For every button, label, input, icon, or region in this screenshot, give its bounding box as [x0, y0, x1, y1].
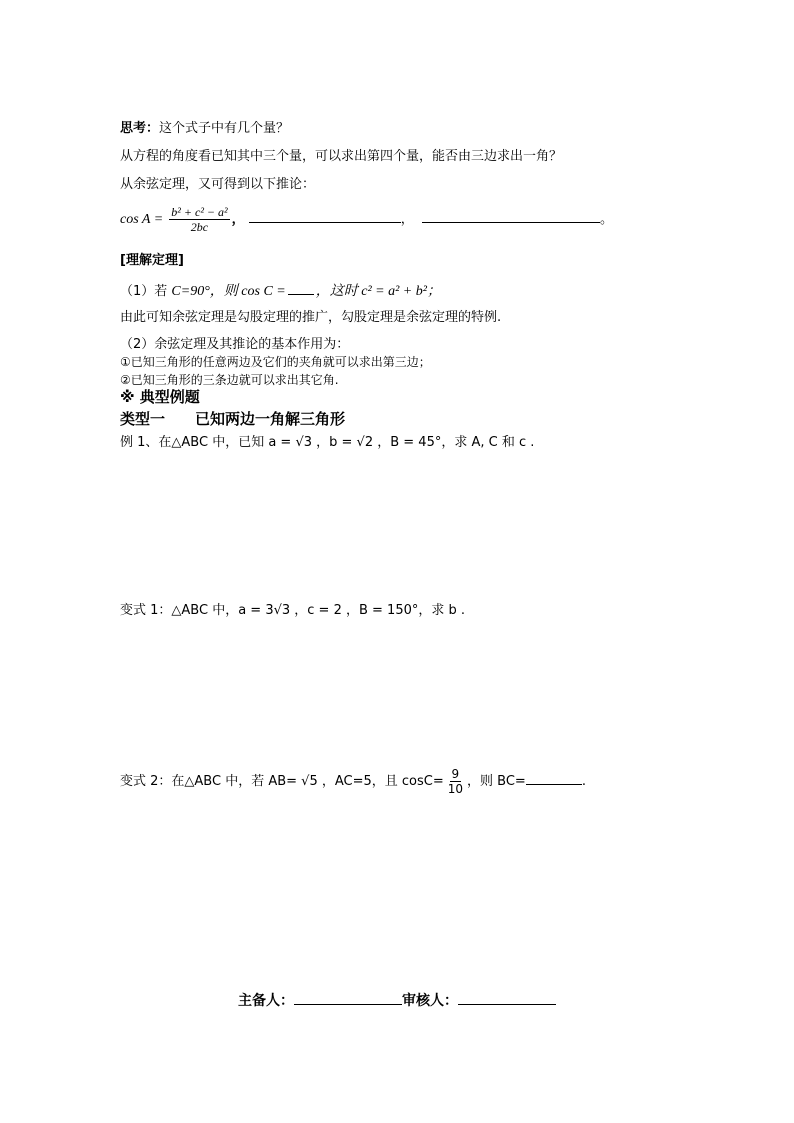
footer-signatures — [238, 990, 556, 1010]
reviewer-label: 审核人： — [402, 993, 458, 1009]
preparer-label: 主备人： — [238, 993, 294, 1009]
formula-lhs: cos A = — [120, 212, 164, 227]
formula-separator-1: ， — [231, 212, 245, 227]
formula-blank-2[interactable] — [422, 210, 600, 223]
formula-blank-1[interactable] — [249, 210, 401, 223]
item1-condition: C=90° — [171, 284, 210, 299]
variant2-blank[interactable] — [526, 772, 582, 785]
variant2-numerator: 9 — [451, 767, 460, 781]
cosine-corollary-formula — [120, 204, 613, 238]
variant2-prefix: 变式 2：在△ABC 中，若 AB= √5 ，AC=5，且 cosC= — [120, 774, 444, 789]
section-typical-examples: ※ 典型例题 — [120, 388, 200, 406]
formula-separator-2: ， — [400, 212, 414, 227]
think-label: 思考： — [120, 121, 160, 136]
reviewer-blank[interactable] — [458, 992, 556, 1005]
formula-fraction — [169, 205, 229, 234]
paragraph-generalization: 由此可知余弦定理是勾股定理的推广，勾股定理是余弦定理的特例. — [120, 310, 502, 325]
formula-denominator: 2bc — [190, 220, 209, 234]
formula-numerator: b² + c² − a² — [171, 205, 228, 219]
item-1 — [120, 282, 441, 301]
preparer-blank[interactable] — [294, 992, 402, 1005]
formula-end: 。 — [599, 212, 613, 227]
item1-mid: ，则 cos C = — [209, 284, 286, 299]
think-line — [120, 120, 289, 138]
variant2-denominator: 10 — [447, 782, 464, 796]
item1-prefix: （1）若 — [120, 284, 172, 299]
variant-1: 变式 1：△ABC 中，a = 3√3 ，c = 2 ，B = 150°，求 b . — [120, 603, 466, 618]
item1-blank[interactable] — [288, 282, 314, 295]
variant-2 — [120, 766, 586, 802]
type-1-heading: 类型一 已知两边一角解三角形 — [120, 410, 346, 428]
item-2: （2）余弦定理及其推论的基本作用为： — [120, 337, 350, 352]
variant2-end: . — [581, 774, 586, 789]
example-1: 例 1、在△ABC 中，已知 a = √3 ，b = √2 ，B = 45°，求 A, C 和 c . — [120, 435, 535, 450]
use-1: ①已知三角形的任意两边及它们的夹角就可以求出第三边； — [120, 355, 431, 369]
variant2-suffix: ，则 BC= — [467, 774, 526, 789]
think-text: 这个式子中有几个量？ — [159, 121, 290, 136]
section-understand-theorem: [理解定理] — [120, 253, 184, 268]
paragraph-corollary-intro: 从余弦定理，又可得到以下推论： — [120, 177, 316, 192]
paragraph-equation-view: 从方程的角度看已知其中三个量，可以求出第四个量，能否由三边求出一角？ — [120, 149, 563, 164]
variant2-fraction — [446, 767, 465, 796]
item1-after: ，这时 c² = a² + b²； — [315, 284, 441, 299]
use-2: ②已知三角形的三条边就可以求出其它角. — [120, 373, 339, 387]
